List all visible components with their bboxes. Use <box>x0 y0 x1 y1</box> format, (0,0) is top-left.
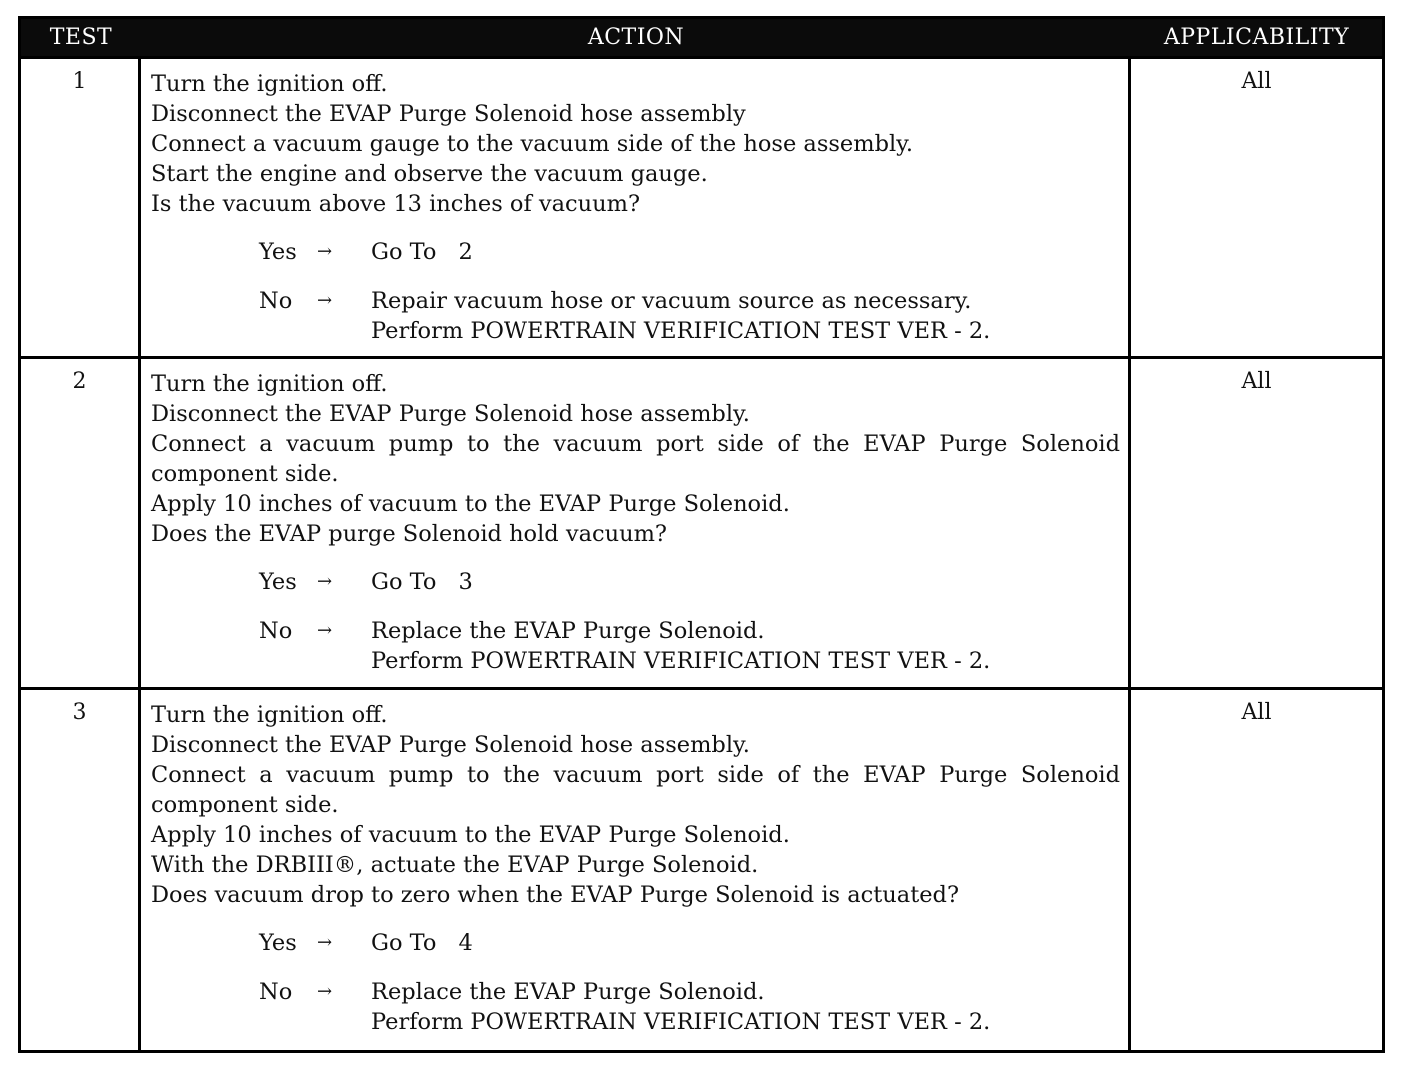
goto-text <box>371 928 1120 958</box>
yes-answer <box>259 567 1120 597</box>
table-row <box>21 56 1382 356</box>
no-line-1: Replace the EVAP Purge Solenoid. <box>371 979 765 1005</box>
action-step: Apply 10 inches of vacuum to the EVAP Purge Solenoid. <box>151 491 790 517</box>
answer-block <box>259 567 1120 676</box>
action-step: Disconnect the EVAP Purge Solenoid hose assembly <box>151 101 746 127</box>
action-cell <box>141 59 1131 356</box>
action-step: Connect a vacuum gauge to the vacuum side of the hose assembly. <box>151 131 914 157</box>
no-answer <box>259 977 1120 1037</box>
no-line-2: Perform POWERTRAIN VERIFICATION TEST VER - 2. <box>371 318 991 344</box>
arrow-icon: → <box>317 981 333 1002</box>
no-label: No <box>259 979 293 1005</box>
arrow-icon: → <box>317 290 333 311</box>
goto-target: 3 <box>458 569 473 595</box>
no-answer <box>259 616 1120 676</box>
header-test: TEST <box>49 25 113 50</box>
goto-label: Go To <box>371 930 437 956</box>
test-number: 2 <box>21 359 141 687</box>
header-applicability: APPLICABILITY <box>1163 25 1350 50</box>
arrow-icon: → <box>317 932 333 953</box>
arrow-icon: → <box>317 620 333 641</box>
no-instructions <box>371 286 1120 346</box>
action-step: Start the engine and observe the vacuum gauge. <box>151 161 708 187</box>
action-step: Is the vacuum above 13 inches of vacuum? <box>151 191 641 217</box>
header-action: ACTION <box>587 25 685 50</box>
action-step: Turn the ignition off. <box>151 702 388 728</box>
test-number: 3 <box>21 690 141 1050</box>
applicability-value: All <box>1241 69 1272 94</box>
goto-text <box>371 567 1120 597</box>
table-body <box>18 56 1385 1053</box>
action-cell <box>141 359 1131 687</box>
action-step: Connect a vacuum pump to the vacuum port side of the EVAP Purge Solenoid component side. <box>151 762 1120 818</box>
answer-block <box>259 237 1120 346</box>
action-step: Disconnect the EVAP Purge Solenoid hose assembly. <box>151 401 750 427</box>
goto-label: Go To <box>371 569 437 595</box>
action-step: Apply 10 inches of vacuum to the EVAP Purge Solenoid. <box>151 822 790 848</box>
no-line-2: Perform POWERTRAIN VERIFICATION TEST VER - 2. <box>371 648 991 674</box>
no-answer <box>259 286 1120 346</box>
action-step: Does the EVAP purge Solenoid hold vacuum? <box>151 521 667 547</box>
no-line-2: Perform POWERTRAIN VERIFICATION TEST VER - 2. <box>371 1009 991 1035</box>
test-number: 1 <box>21 59 141 356</box>
arrow-icon: → <box>317 241 333 262</box>
no-label: No <box>259 288 293 314</box>
action-cell <box>141 690 1131 1050</box>
goto-target: 2 <box>458 239 473 265</box>
answer-block <box>259 928 1120 1037</box>
action-step: Connect a vacuum pump to the vacuum port side of the EVAP Purge Solenoid component side. <box>151 431 1120 487</box>
table-row <box>21 356 1382 687</box>
action-step: Disconnect the EVAP Purge Solenoid hose assembly. <box>151 732 750 758</box>
goto-label: Go To <box>371 239 437 265</box>
no-line-1: Replace the EVAP Purge Solenoid. <box>371 618 765 644</box>
goto-target: 4 <box>458 930 473 956</box>
goto-text <box>371 237 1120 267</box>
action-step: Turn the ignition off. <box>151 71 388 97</box>
yes-answer <box>259 237 1120 267</box>
yes-label: Yes <box>259 930 297 956</box>
table-row <box>21 687 1382 1050</box>
applicability-value: All <box>1241 700 1272 725</box>
action-step: Turn the ignition off. <box>151 371 388 397</box>
yes-answer <box>259 928 1120 958</box>
no-line-1: Repair vacuum hose or vacuum source as necessary. <box>371 288 972 314</box>
applicability-value: All <box>1241 369 1272 394</box>
no-label: No <box>259 618 293 644</box>
no-instructions <box>371 616 1120 676</box>
action-step: Does vacuum drop to zero when the EVAP Purge Solenoid is actuated? <box>151 882 960 908</box>
arrow-icon: → <box>317 571 333 592</box>
table-header <box>18 16 1385 56</box>
yes-label: Yes <box>259 239 297 265</box>
yes-label: Yes <box>259 569 297 595</box>
no-instructions <box>371 977 1120 1037</box>
action-step: With the DRBIII®, actuate the EVAP Purge Solenoid. <box>151 852 759 878</box>
diagnostic-test-table <box>18 16 1385 1053</box>
